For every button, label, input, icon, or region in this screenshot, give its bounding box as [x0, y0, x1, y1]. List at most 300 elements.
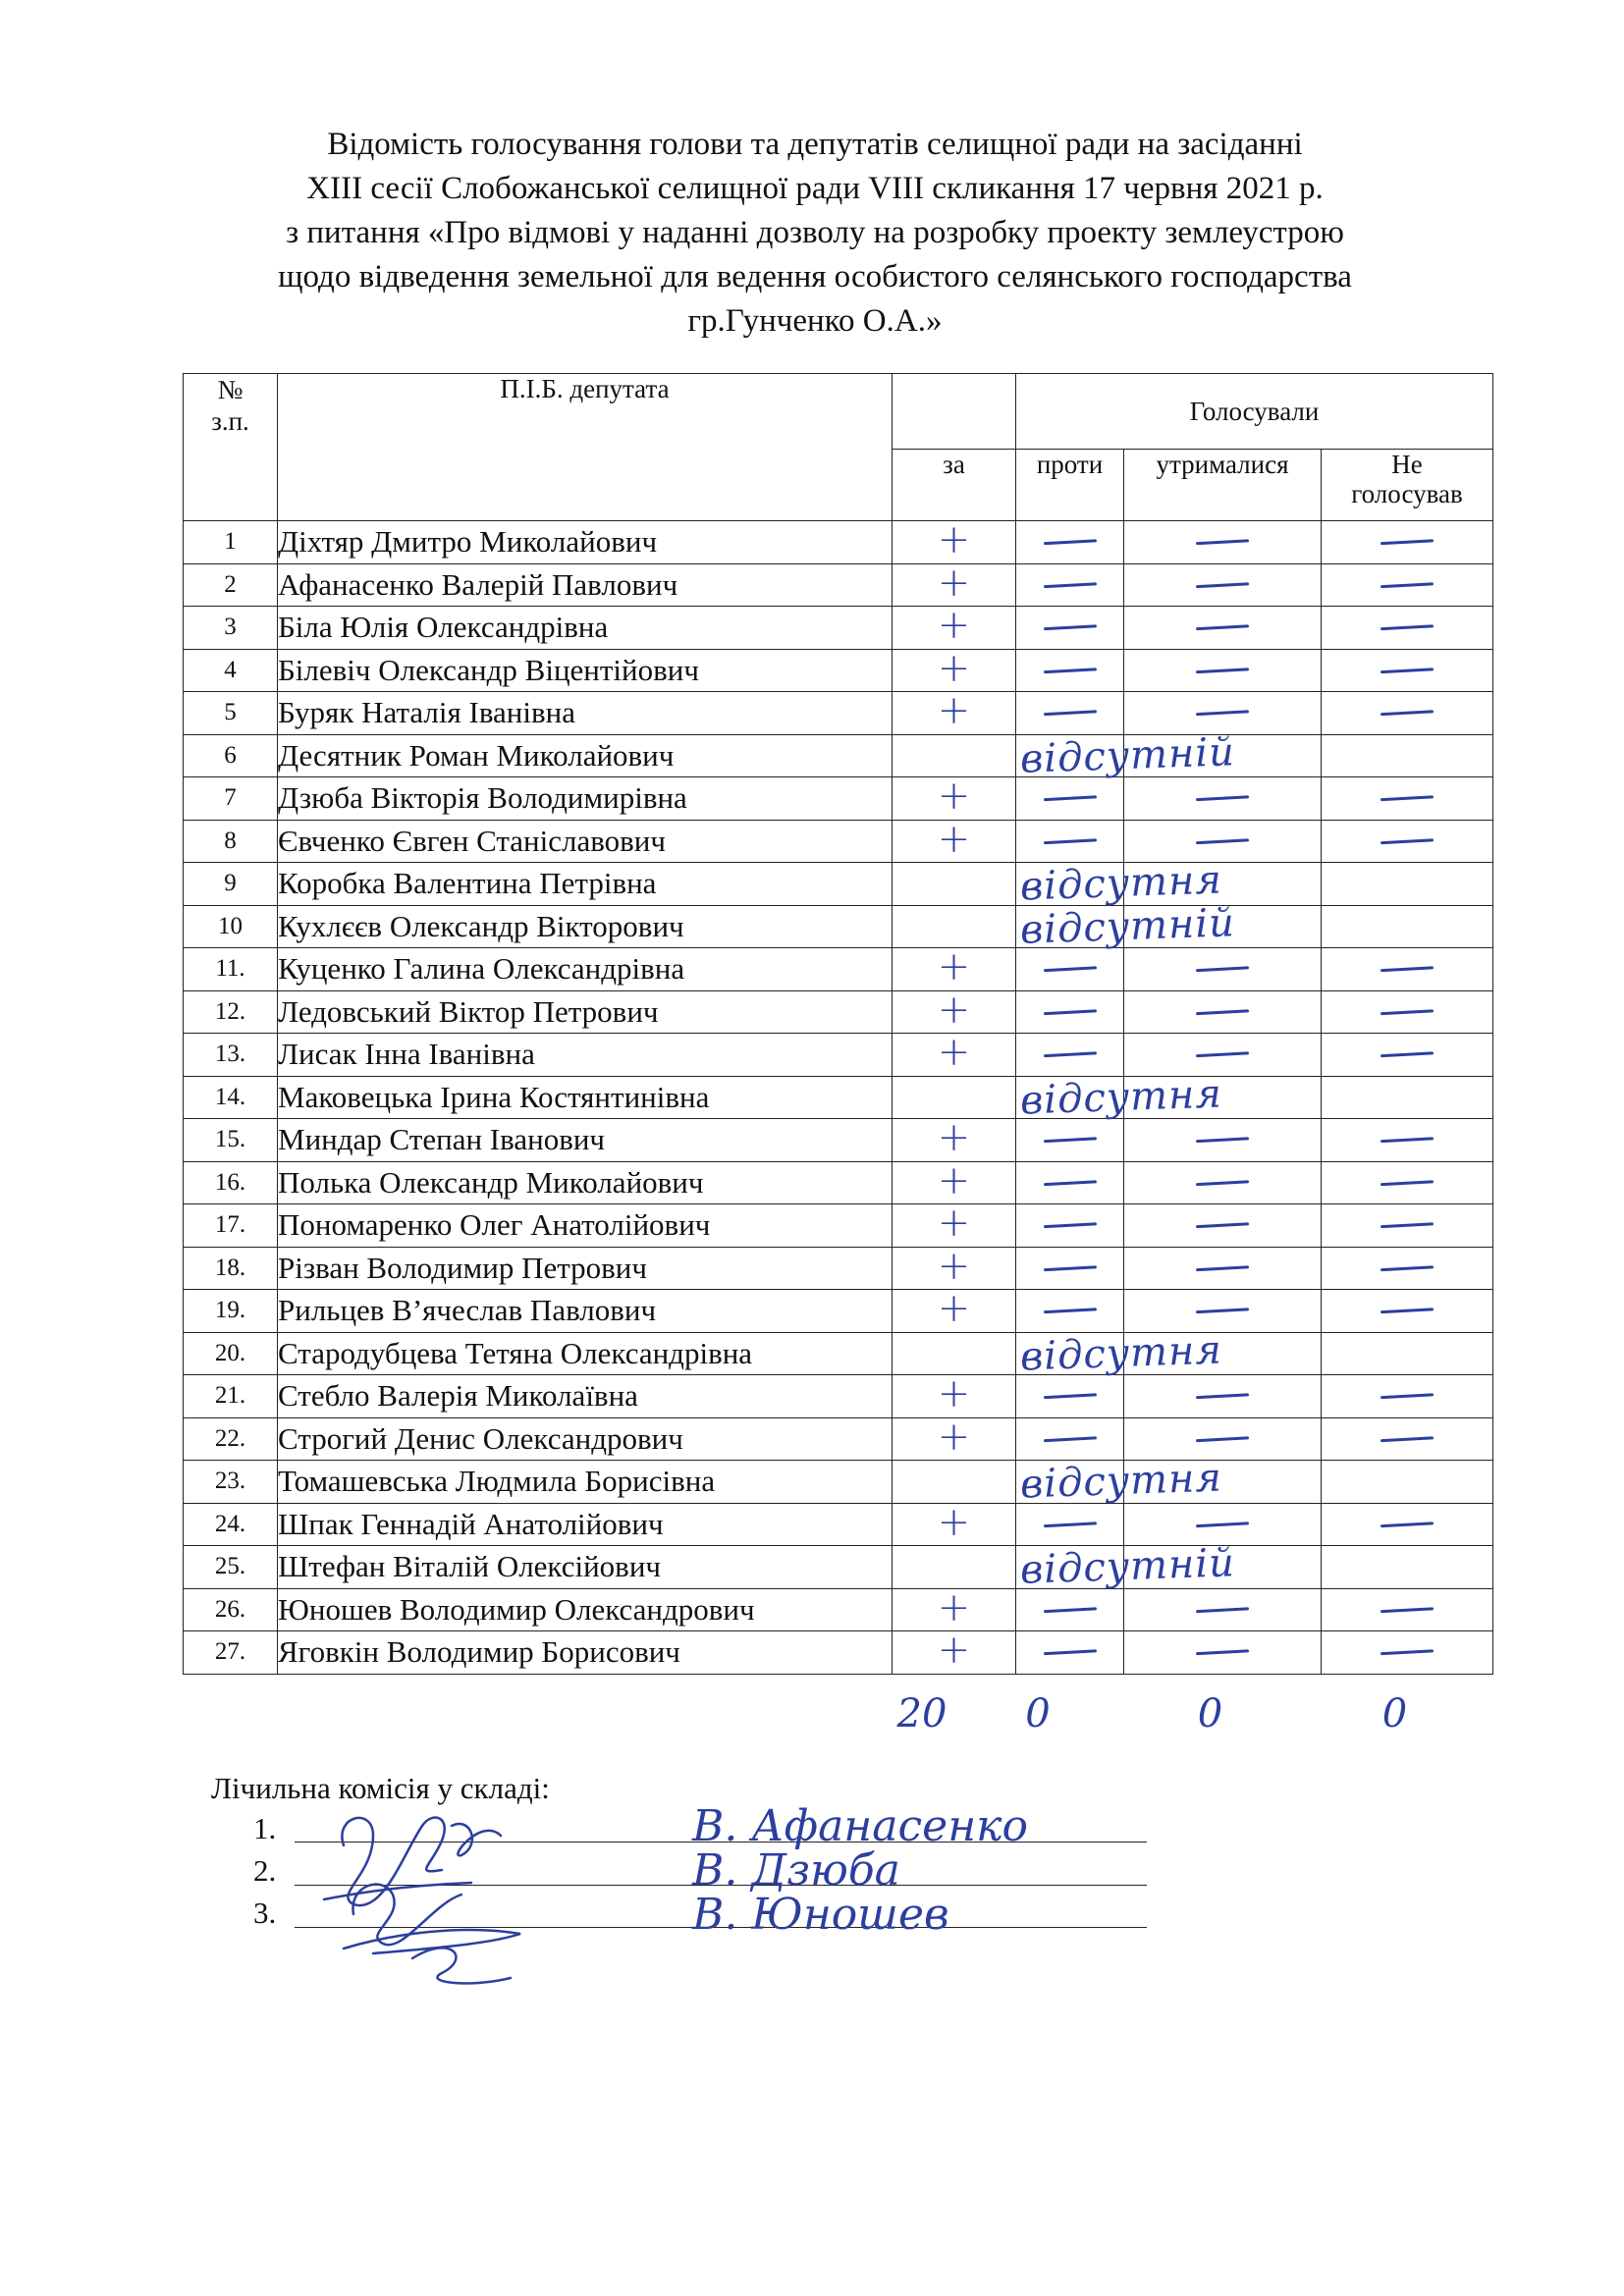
header-against: проти — [1016, 450, 1124, 521]
dash-mark — [1043, 625, 1096, 630]
table-row — [184, 521, 1493, 564]
commission-label: Лічильна комісія у складі: — [211, 1771, 550, 1805]
dash-mark — [1196, 1308, 1249, 1313]
vote-for-cell — [893, 603, 1016, 650]
vote-plus-mark: + — [937, 987, 971, 1033]
vote-for-cell — [893, 1499, 1016, 1546]
dash-mark — [1196, 625, 1249, 630]
vote-not-voted-cell — [1322, 563, 1493, 607]
deputy-name: Шпак Геннадій Анатолійович — [278, 1503, 893, 1546]
dash-mark — [1043, 1223, 1096, 1228]
deputy-name: Дзюба Вікторія Володимирівна — [278, 777, 893, 821]
row-number: 15. — [184, 1119, 278, 1162]
vote-not-voted-cell — [1322, 1417, 1493, 1461]
table-row — [184, 692, 1493, 735]
vote-plus-mark: + — [937, 1286, 971, 1332]
deputy-name: Штефан Віталій Олексійович — [278, 1546, 893, 1589]
dash-mark — [1196, 1650, 1249, 1655]
dash-mark — [1043, 1394, 1096, 1399]
vote-abstained-cell — [1124, 1417, 1322, 1461]
vote-against-cell — [1016, 734, 1124, 777]
vote-plus-mark: + — [937, 645, 971, 691]
vote-plus-mark: + — [937, 1115, 971, 1161]
vote-abstained-cell — [1124, 521, 1322, 564]
vote-abstained-cell — [1124, 1034, 1322, 1077]
table-row — [184, 1375, 1493, 1418]
absent-note: відсутня — [1019, 857, 1223, 910]
dash-mark — [1196, 540, 1249, 545]
deputy-name: Пономаренко Олег Анатолійович — [278, 1204, 893, 1248]
dash-mark — [1380, 1308, 1434, 1313]
dash-mark — [1380, 1265, 1434, 1270]
table-row — [184, 990, 1493, 1034]
row-number: 8 — [184, 820, 278, 863]
vote-plus-mark: + — [937, 944, 971, 990]
vote-abstained-cell — [1124, 777, 1322, 821]
vote-for-cell — [893, 1030, 1016, 1077]
vote-against-cell — [1016, 1076, 1124, 1119]
row-number: 19. — [184, 1290, 278, 1333]
member-number: 3. — [253, 1896, 277, 1930]
dash-mark — [1196, 838, 1249, 843]
member-number: 1. — [253, 1811, 277, 1845]
deputy-name: Куценко Галина Олександрівна — [278, 948, 893, 991]
vote-abstained-cell — [1124, 1290, 1322, 1333]
dash-mark — [1380, 582, 1434, 587]
dash-mark — [1380, 1138, 1434, 1143]
vote-against-cell — [1016, 1290, 1124, 1333]
deputy-name: Білевіч Олександр Віцентійович — [278, 649, 893, 692]
vote-abstained-cell — [1124, 734, 1322, 777]
deputy-name: Кухлєєв Олександр Вікторович — [278, 905, 893, 948]
dash-mark — [1043, 1436, 1096, 1441]
vote-for-cell — [893, 816, 1016, 863]
vote-for-cell — [893, 857, 1223, 910]
total-for: 20 — [896, 1691, 947, 1736]
vote-for-cell — [893, 1584, 1016, 1631]
deputy-name: Яговкін Володимир Борисович — [278, 1631, 893, 1675]
vote-not-voted-cell — [1322, 1546, 1493, 1589]
deputy-name: Строгий Денис Олександрович — [278, 1417, 893, 1461]
row-number: 7 — [184, 777, 278, 821]
vote-abstained-cell — [1124, 649, 1322, 692]
vote-plus-mark: + — [937, 816, 971, 862]
vote-against-cell — [1016, 777, 1124, 821]
vote-plus-mark: + — [937, 1243, 971, 1289]
vote-abstained-cell — [1124, 1076, 1322, 1119]
absent-note: відсутня — [1019, 1455, 1223, 1508]
dash-mark — [1043, 1265, 1096, 1270]
vote-for-cell — [893, 944, 1016, 991]
dash-mark — [1043, 1522, 1096, 1526]
deputy-name: Ледовський Віктор Петрович — [278, 990, 893, 1034]
dash-mark — [1380, 625, 1434, 630]
row-number: 14. — [184, 1076, 278, 1119]
table-row — [184, 1461, 1493, 1504]
vote-against-cell — [1016, 1204, 1124, 1248]
dash-mark — [1196, 796, 1249, 801]
table-row — [184, 1631, 1493, 1675]
absent-note: відсутній — [1019, 1540, 1236, 1593]
vote-against-cell — [1016, 563, 1124, 607]
row-number: 23. — [184, 1461, 278, 1504]
deputy-name: Буряк Наталія Іванівна — [278, 692, 893, 735]
deputy-name: Біла Юлія Олександрівна — [278, 607, 893, 650]
table-row — [184, 1546, 1493, 1589]
table-row — [184, 1119, 1493, 1162]
vote-not-voted-cell — [1322, 1503, 1493, 1546]
row-number: 25. — [184, 1546, 278, 1589]
dash-mark — [1196, 1180, 1249, 1185]
table-row — [184, 1161, 1493, 1204]
vote-not-voted-cell — [1322, 1332, 1493, 1375]
vote-not-voted-cell — [1322, 734, 1493, 777]
row-number: 13. — [184, 1034, 278, 1077]
vote-not-voted-cell — [1322, 692, 1493, 735]
absent-note: відсутній — [1019, 899, 1236, 953]
dash-mark — [1196, 1607, 1249, 1612]
dash-mark — [1380, 1522, 1434, 1526]
vote-against-cell — [1016, 1631, 1124, 1675]
signature-name: В. Дзюба — [692, 1845, 900, 1896]
table-row — [184, 863, 1493, 906]
title-line: гр.Гунченко О.А.» — [687, 303, 943, 339]
vote-abstained-cell — [1124, 1119, 1322, 1162]
dash-mark — [1196, 1052, 1249, 1057]
vote-against-cell — [1016, 1247, 1124, 1290]
dash-mark — [1196, 1394, 1249, 1399]
dash-mark — [1196, 1223, 1249, 1228]
vote-for-cell — [893, 728, 1236, 782]
dash-mark — [1380, 796, 1434, 801]
row-number: 6 — [184, 734, 278, 777]
deputy-name: Маковецька Ірина Костянтинівна — [278, 1076, 893, 1119]
vote-for-cell — [893, 560, 1016, 607]
row-number: 10 — [184, 905, 278, 948]
dash-mark — [1380, 540, 1434, 545]
table-row — [184, 820, 1493, 863]
dash-mark — [1380, 1180, 1434, 1185]
deputy-name: Юношев Володимир Олександрович — [278, 1588, 893, 1631]
deputy-name: Євченко Євген Станіславович — [278, 820, 893, 863]
vote-against-cell — [1016, 607, 1124, 650]
commission-member-1 — [253, 1811, 276, 1854]
table-row — [184, 1034, 1493, 1077]
dash-mark — [1043, 1052, 1096, 1057]
header-number: № з.п. — [184, 374, 278, 521]
vote-not-voted-cell — [1322, 905, 1493, 948]
vote-plus-mark: + — [937, 1628, 971, 1674]
commission-member-3 — [253, 1896, 276, 1939]
vote-for-cell — [893, 688, 1016, 735]
row-number: 20. — [184, 1332, 278, 1375]
vote-abstained-cell — [1124, 905, 1322, 948]
dash-mark — [1380, 667, 1434, 672]
title-line: XIII сесії Слобожанської селищної ради VIII скликання 17 червня 2021 р. — [306, 171, 1324, 206]
dash-mark — [1043, 711, 1096, 716]
dash-mark — [1196, 1522, 1249, 1526]
title-line: Відомість голосування голови та депутатів селищної ради на засіданні — [327, 127, 1303, 162]
dash-mark — [1043, 967, 1096, 972]
header-for: за — [893, 450, 1016, 521]
row-number: 18. — [184, 1247, 278, 1290]
table-row — [184, 1076, 1493, 1119]
table-row — [184, 1290, 1493, 1333]
dash-mark — [1196, 1009, 1249, 1014]
vote-for-cell — [893, 774, 1016, 821]
title-line: з питання «Про відмові у наданні дозволу на розробку проекту землеустрою — [286, 215, 1344, 250]
header-blank — [893, 374, 1016, 450]
vote-not-voted-cell — [1322, 649, 1493, 692]
vote-against-cell — [1016, 1034, 1124, 1077]
vote-abstained-cell — [1124, 1546, 1322, 1589]
vote-for-cell — [893, 987, 1016, 1034]
dash-mark — [1043, 540, 1096, 545]
table-row — [184, 1204, 1493, 1248]
vote-abstained-cell — [1124, 948, 1322, 991]
vote-not-voted-cell — [1322, 1631, 1493, 1675]
vote-abstained-cell — [1124, 1588, 1322, 1631]
signature-name: В. Афанасенко — [692, 1801, 1028, 1851]
vote-not-voted-cell — [1322, 1290, 1493, 1333]
dash-mark — [1380, 1650, 1434, 1655]
row-number: 4 — [184, 649, 278, 692]
vote-abstained-cell — [1124, 563, 1322, 607]
dash-mark — [1196, 711, 1249, 716]
vote-against-cell — [1016, 820, 1124, 863]
table-row — [184, 1332, 1493, 1375]
vote-against-cell — [1016, 1332, 1124, 1375]
vote-against-cell — [1016, 1119, 1124, 1162]
row-number: 12. — [184, 990, 278, 1034]
vote-for-cell — [893, 1326, 1223, 1380]
vote-plus-mark: + — [937, 1030, 971, 1076]
vote-for-cell — [893, 1157, 1016, 1204]
deputy-name: Стебло Валерія Миколаївна — [278, 1375, 893, 1418]
dash-mark — [1196, 1138, 1249, 1143]
dash-mark — [1380, 838, 1434, 843]
vote-abstained-cell — [1124, 692, 1322, 735]
dash-mark — [1380, 967, 1434, 972]
vote-for-cell — [893, 517, 1016, 564]
row-number: 1 — [184, 521, 278, 564]
vote-for-cell — [893, 645, 1016, 692]
vote-against-cell — [1016, 1503, 1124, 1546]
dash-mark — [1043, 1180, 1096, 1185]
table-row — [184, 607, 1493, 650]
dash-mark — [1380, 1223, 1434, 1228]
vote-for-cell — [893, 1628, 1016, 1675]
deputy-name: Десятник Роман Миколайович — [278, 734, 893, 777]
absent-note: відсутня — [1019, 1070, 1223, 1124]
row-number: 9 — [184, 863, 278, 906]
vote-not-voted-cell — [1322, 1461, 1493, 1504]
vote-against-cell — [1016, 649, 1124, 692]
vote-against-cell — [1016, 905, 1124, 948]
table-row — [184, 1503, 1493, 1546]
vote-for-cell — [893, 1243, 1016, 1290]
vote-against-cell — [1016, 1461, 1124, 1504]
row-number: 24. — [184, 1503, 278, 1546]
vote-abstained-cell — [1124, 1375, 1322, 1418]
deputy-name: Різван Володимир Петрович — [278, 1247, 893, 1290]
dash-mark — [1196, 667, 1249, 672]
document-title — [157, 123, 1473, 344]
deputy-name: Миндар Степан Іванович — [278, 1119, 893, 1162]
vote-not-voted-cell — [1322, 1588, 1493, 1631]
vote-against-cell — [1016, 1546, 1124, 1589]
vote-abstained-cell — [1124, 990, 1322, 1034]
deputy-name: Полька Олександр Миколайович — [278, 1161, 893, 1204]
dash-mark — [1380, 1436, 1434, 1441]
dash-mark — [1196, 1265, 1249, 1270]
vote-plus-mark: + — [937, 560, 971, 606]
vote-not-voted-cell — [1322, 948, 1493, 991]
member-number: 2. — [253, 1853, 277, 1888]
row-number: 2 — [184, 563, 278, 607]
deputy-name: Томашевська Людмила Борисівна — [278, 1461, 893, 1504]
vote-not-voted-cell — [1322, 990, 1493, 1034]
vote-for-cell — [893, 1371, 1016, 1418]
dash-mark — [1196, 967, 1249, 972]
row-number: 5 — [184, 692, 278, 735]
deputy-name: Афанасенко Валерій Павлович — [278, 563, 893, 607]
dash-mark — [1043, 1138, 1096, 1143]
vote-not-voted-cell — [1322, 1247, 1493, 1290]
dash-mark — [1043, 1308, 1096, 1313]
vote-plus-mark: + — [937, 517, 971, 563]
dash-mark — [1043, 838, 1096, 843]
vote-plus-mark: + — [937, 688, 971, 734]
absent-note: відсутній — [1019, 728, 1236, 782]
vote-against-cell — [1016, 521, 1124, 564]
vote-abstained-cell — [1124, 1204, 1322, 1248]
dash-mark — [1380, 1052, 1434, 1057]
vote-for-cell — [893, 1540, 1236, 1593]
vote-not-voted-cell — [1322, 1204, 1493, 1248]
table-row — [184, 649, 1493, 692]
header-voted: Голосували — [1016, 374, 1493, 450]
vote-not-voted-cell — [1322, 607, 1493, 650]
dash-mark — [1380, 1607, 1434, 1612]
vote-abstained-cell — [1124, 607, 1322, 650]
vote-not-voted-cell — [1322, 1034, 1493, 1077]
row-number: 27. — [184, 1631, 278, 1675]
table-row — [184, 563, 1493, 607]
table-row — [184, 1247, 1493, 1290]
dash-mark — [1196, 582, 1249, 587]
deputy-name: Рильцев В’ячеслав Павлович — [278, 1290, 893, 1333]
vote-against-cell — [1016, 863, 1124, 906]
vote-abstained-cell — [1124, 1161, 1322, 1204]
vote-abstained-cell — [1124, 863, 1322, 906]
dash-mark — [1380, 1009, 1434, 1014]
title-line: щодо відведення земельної для ведення особистого селянського господарства — [278, 259, 1352, 294]
vote-for-cell — [893, 1201, 1016, 1248]
vote-plus-mark: + — [937, 1414, 971, 1460]
vote-plus-mark: + — [937, 1371, 971, 1417]
vote-not-voted-cell — [1322, 1161, 1493, 1204]
vote-not-voted-cell — [1322, 820, 1493, 863]
vote-against-cell — [1016, 692, 1124, 735]
table-row — [184, 734, 1493, 777]
dash-mark — [1043, 1650, 1096, 1655]
deputy-name: Діхтяр Дмитро Миколайович — [278, 521, 893, 564]
vote-abstained-cell — [1124, 820, 1322, 863]
row-number: 16. — [184, 1161, 278, 1204]
commission-member-2 — [253, 1853, 276, 1896]
vote-plus-mark: + — [937, 1201, 971, 1247]
table-row — [184, 948, 1493, 991]
vote-for-cell — [893, 899, 1236, 953]
dash-mark — [1043, 1607, 1096, 1612]
vote-abstained-cell — [1124, 1461, 1322, 1504]
vote-plus-mark: + — [937, 1584, 971, 1630]
dash-mark — [1196, 1436, 1249, 1441]
vote-abstained-cell — [1124, 1503, 1322, 1546]
vote-plus-mark: + — [937, 603, 971, 649]
vote-for-cell — [893, 1286, 1016, 1333]
signature-scribble-icon — [314, 1787, 589, 2002]
vote-plus-mark: + — [937, 1157, 971, 1203]
vote-plus-mark: + — [937, 774, 971, 820]
vote-not-voted-cell — [1322, 777, 1493, 821]
vote-for-cell — [893, 1070, 1223, 1124]
row-number: 21. — [184, 1375, 278, 1418]
total-abstained: 0 — [1197, 1691, 1223, 1736]
vote-plus-mark: + — [937, 1499, 971, 1545]
vote-for-cell — [893, 1455, 1223, 1508]
dash-mark — [1380, 1394, 1434, 1399]
table-row — [184, 1588, 1493, 1631]
vote-against-cell — [1016, 948, 1124, 991]
vote-not-voted-cell — [1322, 863, 1493, 906]
dash-mark — [1043, 582, 1096, 587]
vote-for-cell — [893, 1115, 1016, 1162]
total-against: 0 — [1025, 1691, 1051, 1736]
header-name: П.І.Б. депутата — [278, 374, 893, 521]
vote-against-cell — [1016, 990, 1124, 1034]
dash-mark — [1380, 711, 1434, 716]
header-abstained: утрималися — [1124, 450, 1322, 521]
vote-not-voted-cell — [1322, 1375, 1493, 1418]
signature-name: В. Юношев — [692, 1890, 949, 1940]
vote-against-cell — [1016, 1161, 1124, 1204]
dash-mark — [1043, 1009, 1096, 1014]
vote-abstained-cell — [1124, 1247, 1322, 1290]
total-not-voted: 0 — [1381, 1691, 1408, 1736]
row-number: 26. — [184, 1588, 278, 1631]
absent-note: відсутня — [1019, 1326, 1223, 1380]
dash-mark — [1043, 796, 1096, 801]
dash-mark — [1043, 667, 1096, 672]
row-number: 17. — [184, 1204, 278, 1248]
table-row — [184, 905, 1493, 948]
vote-not-voted-cell — [1322, 1076, 1493, 1119]
vote-abstained-cell — [1124, 1631, 1322, 1675]
table-row — [184, 777, 1493, 821]
table-row — [184, 1417, 1493, 1461]
vote-against-cell — [1016, 1588, 1124, 1631]
header-not-voted: Не голосував — [1322, 450, 1493, 521]
deputy-name: Стародубцева Тетяна Олександрівна — [278, 1332, 893, 1375]
deputy-name: Лисак Інна Іванівна — [278, 1034, 893, 1077]
vote-abstained-cell — [1124, 1332, 1322, 1375]
deputy-name: Коробка Валентина Петрівна — [278, 863, 893, 906]
vote-not-voted-cell — [1322, 521, 1493, 564]
row-number: 3 — [184, 607, 278, 650]
row-number: 11. — [184, 948, 278, 991]
